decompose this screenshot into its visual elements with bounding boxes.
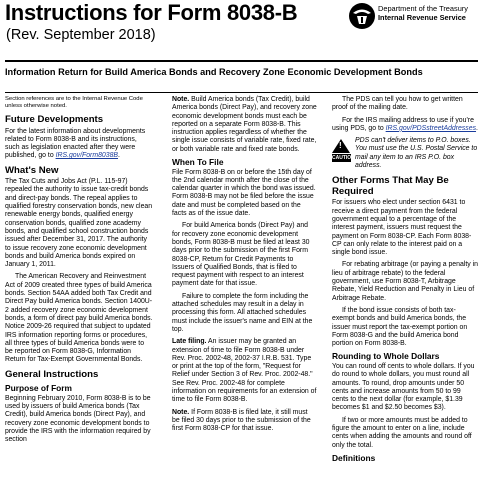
direct-pay-text: For build America bonds (Direct Pay) and for recovery zone economic development bonds, Form 8038-B must be filed at least 30 days prior to the submission of the first Form 8038-CP, Return for Credit Payments to Issuers of Qualified Bonds, that is filed to request payment with respect to an interest payment date for that issue. [172, 222, 310, 288]
purpose-text: Beginning February 2010, Form 8038-B is to be used by issuers of build America bonds (Tax Credit), build America bonds (Direct Pay), and recovery zone economic development bonds to provide the IRS with the information required by section [5, 394, 151, 444]
section-divider [5, 92, 478, 93]
bond-portion-text: If the bond issue consists of both tax-exempt bonds and build America bonds, the issuer must report the tax-exempt portion on Form 8038-G and the build America bond portion on Form 8038-B. [332, 306, 468, 348]
page-title: Instructions for Form 8038-B [5, 0, 298, 25]
whats-new-text: The Tax Cuts and Jobs Act (P.L. 115-97) repealed the authority to issue tax-credit bonds and direct-pay bonds. The repeal applies to qualified forestry conservation bonds, new clean renewable energy bonds, qualified energy conservation bonds, qualified zone academy bonds, and qualified school construction bonds issued after December 31, 2017. The authority to issue recovery zone economic development bonds and build America bonds expired on January 1, 2011. [5, 178, 153, 269]
agency-block [378, 4, 478, 22]
irs-eagle-logo-icon [348, 2, 376, 30]
column-right [332, 96, 478, 464]
caution-text: PDS can't deliver items to P.O. boxes. You must use the U.S. Postal Service to mail any item to an IRS P.O. box address. [355, 137, 478, 170]
heading-definitions: Definitions [332, 452, 376, 463]
form-name-heading: Information Return for Build America Bonds and Recovery Zone Economic Development Bonds [5, 67, 423, 77]
future-developments-text: For the latest information about developments related to Form 8038-B and its instructions, such as legislation enacted after they were published, go to IRS.gov/Form8038B. [5, 127, 146, 160]
heading-future-developments: Future Developments [5, 114, 104, 125]
late-filing-text: Late filing. An issuer may be granted an extension of time to file Form 8038-B under Rev. Proc. 2002-48, 2002-37 I.R.B. 531. Type or print at the top of the form, "Request for Relief under Section 3 of Rev. Proc. 2002-48." See Rev. Proc. 2002-48 for complete information on requirements for an extension of time to file Form 8038-B. [172, 338, 317, 404]
pds-address-text: For the IRS mailing address to use if you're using PDS, go to IRS.gov/PDSstreetAddresses. [332, 116, 478, 132]
pds-proof-text: The PDS can tell you how to get written proof of the mailing date. [332, 96, 463, 112]
agency-department: Department of the Treasury [378, 4, 468, 13]
intro-note: Section references are to the Internal Revenue Code unless otherwise noted. [5, 96, 143, 109]
caution-icon: ! [332, 139, 350, 153]
arbitrage-text: For rebating arbitrage (or paying a penalty in lieu of arbitrage rebate) to the federal government, use Form 8038-T, Arbitrage Rebate, Yield Reduction and Penalty in Lieu of Arbitrage Rebate. [332, 261, 478, 302]
heading-other-forms: Other Forms That May Be Required [332, 175, 449, 197]
heading-when-to-file: When To File [172, 157, 224, 168]
column-left [5, 96, 153, 449]
arra-text: The American Recovery and Reinvestment Act of 2009 created three types of build America bonds. Section 54AA added both Tax Credit and Direct Pay build America bonds. Section 1400U-2 added recovery zone economic development bonds, a form of direct pay build America bonds. Notice 2009-26 required that subject to updated IRS information reporting forms or procedures, all three types of build America bonds were to be reported on Form 8038-G, Information Return for Tax-Exempt Governmental Bonds. [5, 273, 153, 364]
caution-box [332, 137, 478, 170]
heading-purpose-of-form: Purpose of Form [5, 383, 73, 394]
note-late-filed: Note. If Form 8038-B is filed late, it still must be filed 30 days prior to the submission of the first Form 8038-CP for that issue. [172, 408, 311, 433]
heading-general-instructions: General Instructions [5, 368, 99, 380]
when-to-file-text: File Form 8038-B on or before the 15th day of the 2nd calendar month after the close of the calendar quarter in which the bond was issued. Form 8038-B may not be filed before the issue date and must be completed based on the facts as of the issue date. [172, 168, 316, 218]
other-forms-text: For issuers who elect under section 6431 to receive a direct payment from the federal government equal to a percentage of the interest payment, issuers must request the payment on Form 8038-CP. Each Form 8038-CP can only relate to the interest paid on a single bond issue. [332, 199, 472, 257]
rounding-text: You can round off cents to whole dollars. If you do round to whole dollars, you must round all amounts. To round, drop amounts under 50 cents and increase amounts from 50 to 99 cents to the next dollar (for example, $1.39 becomes $1 and $2.50 becomes $3). [332, 362, 475, 412]
future-developments-link[interactable]: IRS.gov/Form8038B [55, 152, 119, 160]
note-separate-forms: Note. Build America bonds (Tax Credit), build America bonds (Direct Pay), and recovery zone economic development bonds must each be reported on a separate Form 8038-B. This instruction applies regardless of whether the single issue consists of variable rate, fixed rate, or both variable rate and fixed rate bonds. [172, 96, 317, 153]
column-middle [172, 96, 317, 437]
failure-text: Failure to complete the form including the attached schedules may result in a delay in processing this form. All attached schedules must include the issuer's name and EIN at the top. [172, 292, 313, 333]
agency-irs: Internal Revenue Service [378, 13, 466, 22]
revision-date: (Rev. September 2018) [6, 27, 156, 43]
pds-address-link[interactable]: IRS.gov/PDSstreetAddresses [385, 124, 477, 132]
heading-rounding: Rounding to Whole Dollars [332, 351, 440, 362]
caution-label: CAUTION [332, 155, 355, 162]
heading-whats-new: What's New [5, 164, 59, 176]
header-divider [5, 60, 478, 62]
two-amounts-text: If two or more amounts must be added to figure the amount to enter on a line, include cents when adding the amounts and round off only the total. [332, 416, 472, 449]
